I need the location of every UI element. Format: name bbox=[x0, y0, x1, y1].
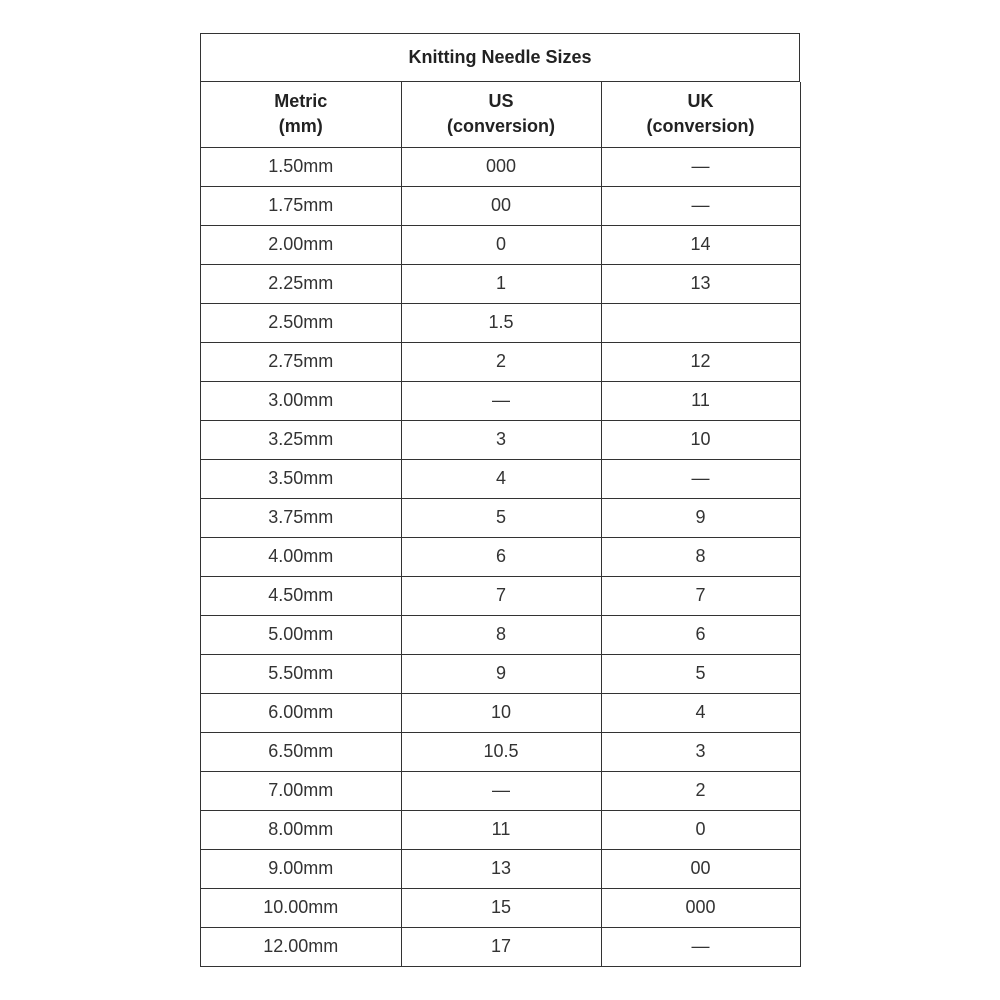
us-cell: 17 bbox=[401, 927, 601, 966]
chart-title: Knitting Needle Sizes bbox=[201, 34, 800, 82]
metric-cell: 3.25mm bbox=[201, 420, 401, 459]
us-cell: 0 bbox=[401, 225, 601, 264]
uk-cell: 00 bbox=[601, 849, 800, 888]
uk-cell: — bbox=[601, 459, 800, 498]
uk-cell: 7 bbox=[601, 576, 800, 615]
table-row bbox=[201, 147, 800, 186]
metric-cell: 10.00mm bbox=[201, 888, 401, 927]
uk-cell: 12 bbox=[601, 342, 800, 381]
us-cell: 15 bbox=[401, 888, 601, 927]
metric-cell: 3.00mm bbox=[201, 381, 401, 420]
metric-cell: 4.00mm bbox=[201, 537, 401, 576]
uk-cell bbox=[601, 303, 800, 342]
uk-cell: 8 bbox=[601, 537, 800, 576]
us-cell: 000 bbox=[401, 147, 601, 186]
metric-cell: 5.50mm bbox=[201, 654, 401, 693]
needle-size-table bbox=[201, 82, 801, 967]
us-cell: 7 bbox=[401, 576, 601, 615]
uk-cell: 5 bbox=[601, 654, 800, 693]
uk-cell: 10 bbox=[601, 420, 800, 459]
metric-cell: 3.50mm bbox=[201, 459, 401, 498]
us-cell: 10.5 bbox=[401, 732, 601, 771]
table-row bbox=[201, 537, 800, 576]
table-row bbox=[201, 576, 800, 615]
header-uk-line-1: UK bbox=[687, 91, 714, 112]
table-row bbox=[201, 771, 800, 810]
uk-cell: — bbox=[601, 927, 800, 966]
uk-cell: 6 bbox=[601, 615, 800, 654]
table-row bbox=[201, 264, 800, 303]
us-cell: 9 bbox=[401, 654, 601, 693]
uk-cell: — bbox=[601, 186, 800, 225]
metric-cell: 2.25mm bbox=[201, 264, 401, 303]
table-row bbox=[201, 186, 800, 225]
metric-cell: 2.50mm bbox=[201, 303, 401, 342]
header-row bbox=[201, 82, 800, 147]
table-row bbox=[201, 693, 800, 732]
us-cell: 6 bbox=[401, 537, 601, 576]
us-cell: 1.5 bbox=[401, 303, 601, 342]
table-row bbox=[201, 732, 800, 771]
metric-cell: 3.75mm bbox=[201, 498, 401, 537]
table-row bbox=[201, 381, 800, 420]
header-metric-line-2: (mm) bbox=[278, 116, 323, 137]
uk-cell: 11 bbox=[601, 381, 800, 420]
metric-cell: 2.75mm bbox=[201, 342, 401, 381]
uk-cell: 14 bbox=[601, 225, 800, 264]
header-uk-line-2: (conversion) bbox=[646, 116, 755, 137]
us-cell: — bbox=[401, 771, 601, 810]
table-row bbox=[201, 654, 800, 693]
metric-cell: 7.00mm bbox=[201, 771, 401, 810]
uk-cell: 3 bbox=[601, 732, 800, 771]
us-cell: 4 bbox=[401, 459, 601, 498]
metric-cell: 12.00mm bbox=[201, 927, 401, 966]
table-row bbox=[201, 810, 800, 849]
us-cell: 00 bbox=[401, 186, 601, 225]
metric-cell: 1.75mm bbox=[201, 186, 401, 225]
table-row bbox=[201, 459, 800, 498]
us-cell: 2 bbox=[401, 342, 601, 381]
table-row bbox=[201, 615, 800, 654]
table-row bbox=[201, 420, 800, 459]
uk-cell: 9 bbox=[601, 498, 800, 537]
us-cell: 8 bbox=[401, 615, 601, 654]
header-metric bbox=[201, 82, 401, 147]
table-row bbox=[201, 888, 800, 927]
us-cell: 13 bbox=[401, 849, 601, 888]
us-cell: 1 bbox=[401, 264, 601, 303]
table-row bbox=[201, 225, 800, 264]
metric-cell: 5.00mm bbox=[201, 615, 401, 654]
table-row bbox=[201, 303, 800, 342]
us-cell: 3 bbox=[401, 420, 601, 459]
metric-cell: 2.00mm bbox=[201, 225, 401, 264]
metric-cell: 4.50mm bbox=[201, 576, 401, 615]
needle-size-chart bbox=[200, 33, 800, 967]
table-row bbox=[201, 927, 800, 966]
table-row bbox=[201, 498, 800, 537]
uk-cell: 13 bbox=[601, 264, 800, 303]
metric-cell: 1.50mm bbox=[201, 147, 401, 186]
uk-cell: 2 bbox=[601, 771, 800, 810]
header-uk bbox=[601, 82, 800, 147]
uk-cell: 000 bbox=[601, 888, 800, 927]
us-cell: 10 bbox=[401, 693, 601, 732]
us-cell: — bbox=[401, 381, 601, 420]
table-row bbox=[201, 849, 800, 888]
uk-cell: 0 bbox=[601, 810, 800, 849]
us-cell: 5 bbox=[401, 498, 601, 537]
uk-cell: 4 bbox=[601, 693, 800, 732]
metric-cell: 6.50mm bbox=[201, 732, 401, 771]
metric-cell: 9.00mm bbox=[201, 849, 401, 888]
us-cell: 11 bbox=[401, 810, 601, 849]
uk-cell: — bbox=[601, 147, 800, 186]
header-metric-line-1: Metric bbox=[274, 91, 328, 112]
header-us bbox=[401, 82, 601, 147]
header-us-line-1: US bbox=[488, 91, 514, 112]
metric-cell: 8.00mm bbox=[201, 810, 401, 849]
header-us-line-2: (conversion) bbox=[446, 116, 556, 137]
table-row bbox=[201, 342, 800, 381]
metric-cell: 6.00mm bbox=[201, 693, 401, 732]
